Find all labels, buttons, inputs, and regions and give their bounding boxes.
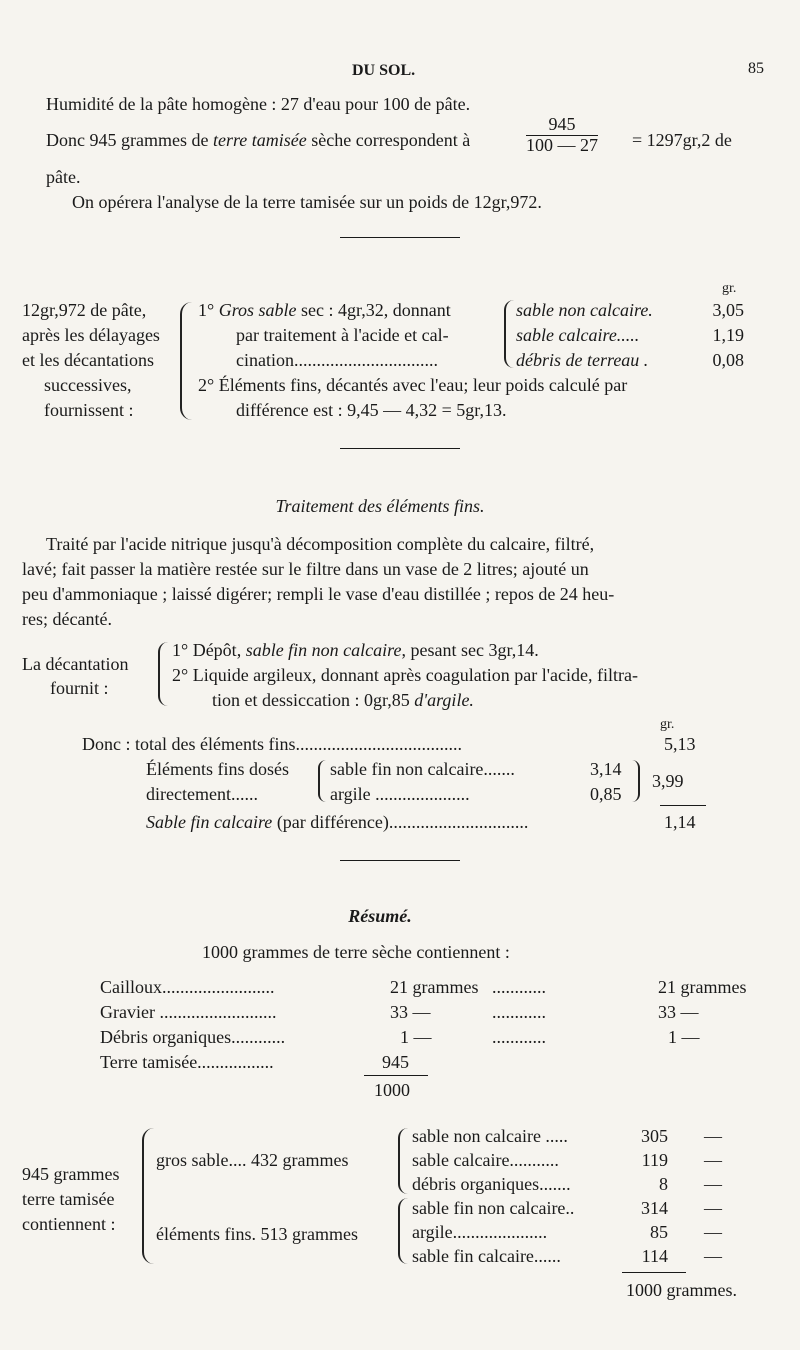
resume-row-1-label: Cailloux.........................: [100, 977, 275, 997]
totals-left-brace: [318, 760, 326, 802]
gros-sable-line: gros sable.... 432 grammes: [156, 1150, 349, 1170]
decant1-post: , pesant sec 3gr,14.: [401, 640, 539, 660]
decant1-italic: sable fin non calcaire: [245, 640, 402, 660]
final-main-brace: [142, 1128, 154, 1264]
resume-total: 1000: [374, 1080, 410, 1100]
humidity-line: Humidité de la pâte homogène : 27 d'eau pour 100 de pâte.: [46, 94, 471, 114]
final-left-1: 945 grammes: [22, 1164, 120, 1184]
sable-fin-label: sable fin non calcaire.......: [330, 759, 515, 779]
final-grand-total: 1000 grammes.: [626, 1280, 737, 1300]
analysis-left-line-5: fournissent :: [44, 400, 134, 420]
final-item-6-label: sable fin calcaire......: [412, 1246, 561, 1266]
final-item-1-label: sable non calcaire .....: [412, 1126, 568, 1146]
resume-row-3-label: Débris organiques............: [100, 1027, 286, 1047]
sub-label-1: sable non calcaire.: [516, 300, 653, 320]
argile-label: argile .....................: [330, 784, 470, 804]
resume-row-3-dots: ............: [492, 1027, 546, 1047]
final-gros-brace: [398, 1128, 408, 1194]
item1-line-a: [198, 298, 451, 322]
traitement-line-3: peu d'ammoniaque ; laissé digérer; rempli le vase d'eau distillée ; repos de 24 heu-: [22, 584, 615, 604]
final-left-2: terre tamisée: [22, 1189, 115, 1209]
calcaire-value: 1,14: [664, 812, 696, 832]
final-item-6-unit: —: [704, 1246, 722, 1266]
resume-row-2-dots: ............: [492, 1002, 546, 1022]
final-item-3-unit: —: [704, 1174, 722, 1194]
decant2-pre: tion et dessiccation : 0gr,85: [212, 690, 415, 710]
directement-label: directement......: [146, 784, 258, 804]
sub-value-3: 0,08: [712, 350, 744, 370]
sable-fin-value: 3,14: [590, 759, 622, 779]
fraction: [526, 115, 598, 156]
final-item-5-value: 85: [650, 1222, 668, 1242]
item2-line-a: 2° Éléments fins, décantés avec l'eau; leur poids calculé par: [198, 375, 628, 395]
totals-right-brace: [632, 760, 640, 802]
resume-row-2-label: Gravier ..........................: [100, 1002, 277, 1022]
item1-line-b: par traitement à l'acide et cal-: [236, 325, 449, 345]
traitement-heading: Traitement des éléments fins.: [275, 496, 485, 516]
decant-left-2: fournit :: [50, 678, 109, 698]
fraction-result: = 1297gr,2 de: [632, 130, 732, 150]
analysis-left-line-2: après les délayages: [22, 325, 160, 345]
item1-line-c: cination................................: [236, 350, 438, 370]
final-item-4-label: sable fin non calcaire..: [412, 1198, 575, 1218]
pate-word: pâte.: [46, 167, 81, 187]
analysis-gr-unit: gr.: [722, 281, 737, 296]
final-item-1-unit: —: [704, 1126, 722, 1146]
terre-tamisee-text: terre tamisée: [212, 130, 307, 150]
resume-heading: Résumé.: [348, 906, 412, 926]
decant-item-2b: [212, 688, 474, 712]
final-item-5-unit: —: [704, 1222, 722, 1242]
final-left-3: contiennent :: [22, 1214, 116, 1234]
resume-row-2-right: 33 —: [658, 1002, 699, 1022]
traitement-line-1: Traité par l'acide nitrique jusqu'à décomposition complète du calcaire, filtré,: [46, 534, 595, 554]
resume-intro: 1000 grammes de terre sèche contiennent :: [202, 942, 510, 962]
final-item-2-value: 119: [641, 1150, 668, 1170]
resume-row-4-value: 945: [382, 1052, 409, 1072]
decant-left-1: La décantation: [22, 654, 129, 674]
donc-prefix: Donc 945 grammes de: [46, 130, 213, 150]
decant1-pre: 1° Dépôt,: [172, 640, 246, 660]
divider-3: [340, 860, 460, 861]
sub-label-2: sable calcaire.....: [516, 325, 640, 345]
donc-line: [46, 128, 470, 152]
decant-item-2a: 2° Liquide argileux, donnant après coagulation par l'acide, filtra-: [172, 665, 638, 685]
donc-mid: sèche correspondent à: [306, 130, 471, 150]
fraction-numerator: 945: [526, 115, 598, 136]
item2-line-b: différence est : 9,45 — 4,32 = 5gr,13.: [236, 400, 507, 420]
calcaire-rest: (par différence)...............................: [272, 812, 529, 832]
sub-value-2: 1,19: [712, 325, 744, 345]
operera-line: On opérera l'analyse de la terre tamisée sur un poids de 12gr,972.: [72, 192, 542, 212]
fraction-denominator: 100 — 27: [526, 134, 598, 155]
analysis-left-brace: [180, 302, 192, 420]
item1-number: 1°: [198, 300, 219, 320]
final-item-5-label: argile.....................: [412, 1222, 548, 1242]
final-total-rule: [622, 1272, 686, 1273]
argile-value: 0,85: [590, 784, 622, 804]
resume-row-3-value: 1 —: [400, 1027, 432, 1047]
sub-value-1: 3,05: [712, 300, 744, 320]
decant-brace: [158, 642, 168, 706]
page-number: 85: [748, 60, 764, 77]
analysis-left-line-1: 12gr,972 de pâte,: [22, 300, 147, 320]
analysis-left-line-4: successives,: [44, 375, 132, 395]
donc-total-value: 5,13: [664, 734, 696, 754]
item1-gros-sable: Gros sable: [218, 300, 297, 320]
final-item-6-value: 114: [641, 1246, 668, 1266]
calcaire-line: [146, 810, 528, 834]
resume-row-2-value: 33 —: [390, 1002, 431, 1022]
divider-2: [340, 448, 460, 449]
resume-total-rule: [364, 1075, 428, 1076]
totals-rule: [660, 805, 706, 806]
item1-sub-brace: [504, 300, 514, 368]
calcaire-italic: Sable fin calcaire: [146, 812, 273, 832]
running-header: DU SOL.: [352, 62, 416, 79]
final-item-1-value: 305: [641, 1126, 668, 1146]
donc-total-label: Donc : total des éléments fins.....................................: [82, 734, 462, 754]
final-item-4-value: 314: [641, 1198, 668, 1218]
final-item-3-label: débris organiques.......: [412, 1174, 571, 1194]
final-item-2-label: sable calcaire...........: [412, 1150, 559, 1170]
resume-row-3-right: 1 —: [668, 1027, 700, 1047]
resume-row-4-label: Terre tamisée.................: [100, 1052, 274, 1072]
resume-row-1-right: 21 grammes: [658, 977, 747, 997]
traitement-line-2: lavé; fait passer la matière restée sur le filtre dans un vase de 2 litres; ajouté un: [22, 559, 589, 579]
final-fins-brace: [398, 1198, 408, 1264]
totals-gr-unit: gr.: [660, 717, 675, 732]
resume-row-1-dots: ............: [492, 977, 546, 997]
final-item-3-value: 8: [659, 1174, 668, 1194]
elements-fins-line: éléments fins. 513 grammes: [156, 1224, 358, 1244]
sub-label-3: débris de terreau .: [516, 350, 649, 370]
analysis-left-line-3: et les décantations: [22, 350, 154, 370]
traitement-line-4: res; décanté.: [22, 609, 112, 629]
final-item-4-unit: —: [704, 1198, 722, 1218]
divider-1: [340, 237, 460, 238]
sum-value: 3,99: [652, 771, 684, 791]
final-item-2-unit: —: [704, 1150, 722, 1170]
resume-row-1-value: 21 grammes: [390, 977, 479, 997]
item1-rest: sec : 4gr,32, donnant: [296, 300, 451, 320]
elements-doses-label: Éléments fins dosés: [146, 759, 289, 779]
decant2-italic: d'argile.: [414, 690, 474, 710]
decant-item-1: [172, 638, 539, 662]
